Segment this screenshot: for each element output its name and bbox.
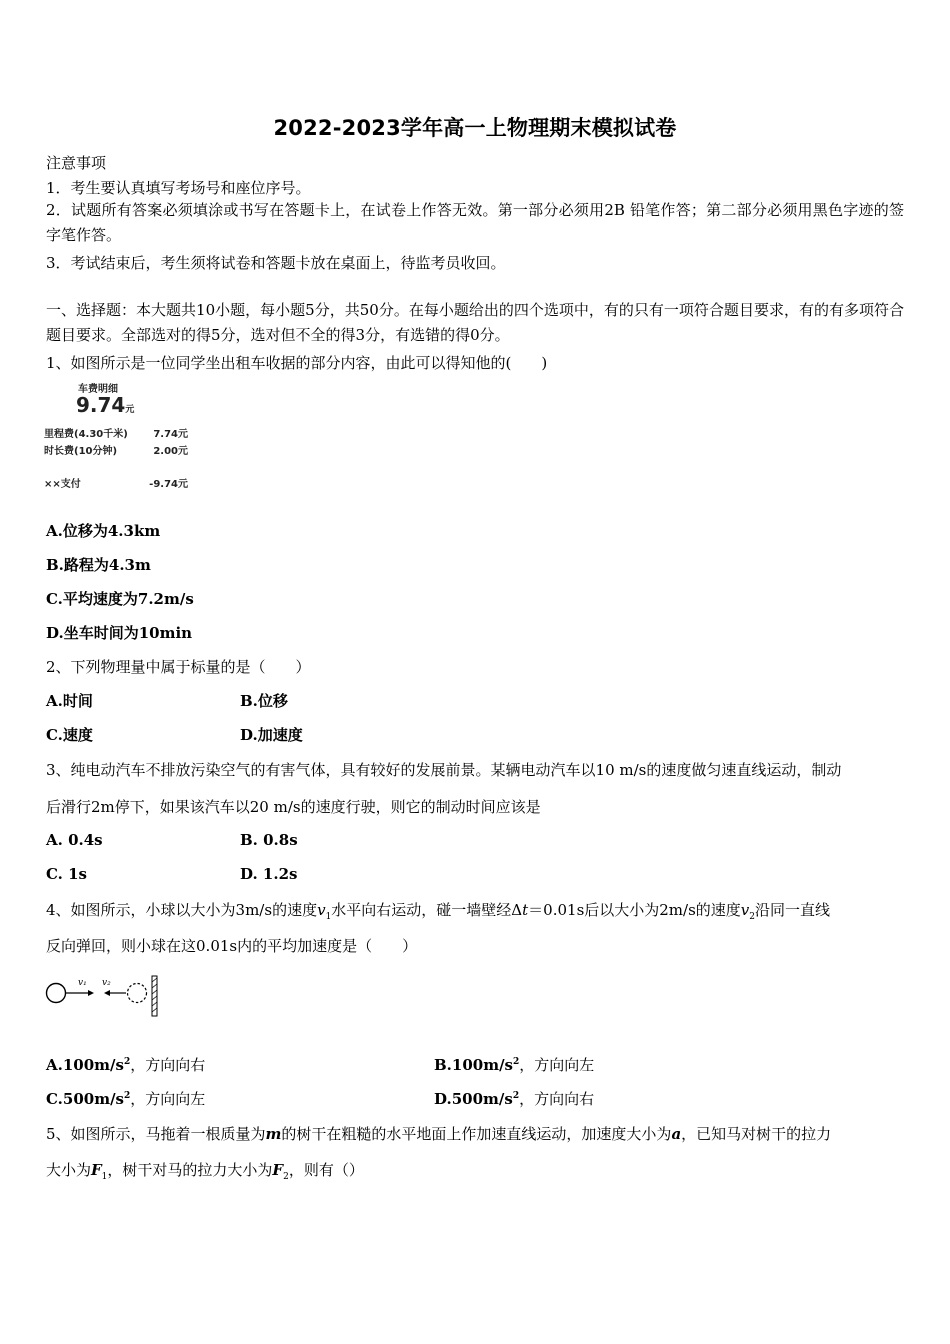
q1-stem: 1、如图所示是一位同学坐出租车收据的部分内容，由此可以得知他的( ) (46, 354, 548, 372)
taxi-receipt-image (44, 378, 194, 493)
q3-option-b: B. 0.8s (240, 831, 298, 849)
q3-stem-line1: 3、纯电动汽车不排放污染空气的有害气体，具有较好的发展前景。某辆电动汽车以10 m/s的速度做匀速直线运动，制动 (46, 761, 842, 779)
notice-item-1: 1．考生要认真填写考场号和座位序号。 (46, 179, 311, 197)
q4-stem-line2: 反向弹回，则小球在这0.01s内的平均加速度是（ ） (46, 937, 418, 955)
q1-option-d: D.坐车时间为10min (46, 624, 193, 642)
q2-option-b: B.位移 (240, 692, 288, 710)
q4-option-d: $D.500m/s^2$，方向向右 (434, 1090, 595, 1108)
q3-option-a: A. 0.4s (46, 831, 103, 849)
v2-label: v₂ (102, 978, 111, 988)
q3-stem-line2: 后滑行2m停下，如果该汽车以20 m/s的速度行驶，则它的制动时间应该是 (46, 798, 541, 816)
q2-option-a: A.时间 (46, 692, 93, 710)
q4-option-a: $A.100m/s^2$，方向向右 (46, 1056, 206, 1074)
q5-stem-line1: 5、如图所示，马拖着一根质量为m的树干在粗糙的水平地面上作加速直线运动，加速度大小为a，已知马对树干的拉力 (46, 1125, 832, 1143)
q2-option-d: D.加速度 (240, 726, 303, 744)
receipt-total: 9.74元 (76, 393, 135, 417)
receipt-row: 时长费(10分钟) 2.00元 (44, 446, 188, 457)
receipt-row: 里程费(4.30千米) 7.74元 (44, 429, 188, 440)
q3-option-c: C. 1s (46, 865, 88, 883)
q5-stem-line2: 大小为$F_1$，树干对马的拉力大小为$F_2$，则有（） (46, 1161, 364, 1182)
section-intro: 一、选择题：本大题共10小题，每小题5分，共50分。在每小题给出的四个选项中，有的只有一项符合题目要求，有的有多项符合题目要求。全部选对的得5分，选对但不全的得3分，有选错的得0分。 (46, 301, 904, 344)
q4-option-c: $C.500m/s^2$，方向向左 (46, 1090, 206, 1108)
ball-icon (47, 984, 66, 1003)
q4-option-b: $B.100m/s^2$，方向向左 (434, 1056, 595, 1074)
v1-label: v₁ (78, 978, 87, 988)
v1-arrowhead (88, 990, 94, 996)
receipt-heading: 车费明细 (78, 384, 118, 395)
q1-option-b: B.路程为4.3m (46, 556, 151, 574)
q2-stem: 2、下列物理量中属于标量的是（ ） (46, 658, 311, 676)
q2-option-c: C.速度 (46, 726, 93, 744)
notice-heading: 注意事项 (46, 154, 107, 172)
rebound-ball-icon (128, 984, 147, 1003)
notice-item-3: 3．考试结束后，考生须将试卷和答题卡放在桌面上，待监考员收回。 (46, 254, 506, 272)
q1-option-c: C.平均速度为7.2m/s (46, 590, 194, 608)
q4-stem-line1: 4、如图所示，小球以大小为3m/s的速度$v_1$水平向右运动，碰一墙壁经Δt＝0.01s后以大小为2m/s的速度$v_2$沿同一直线 (46, 901, 831, 922)
q1-option-a: A.位移为4.3km (46, 522, 161, 540)
notice-item-2: 2．试题所有答案必须填涂或书写在答题卡上，在试卷上作答无效。第一部分必须用2B 铅笔作答；第二部分必须用黑色字迹的签字笔作答。 (46, 201, 904, 244)
page-title: 2022-2023学年高一上物理期末模拟试卷 (273, 116, 677, 140)
ball-wall-figure (44, 972, 174, 1020)
q3-option-d: D. 1.2s (240, 865, 298, 883)
v2-arrowhead (104, 990, 110, 996)
receipt-row: ××支付 -9.74元 (44, 479, 188, 490)
